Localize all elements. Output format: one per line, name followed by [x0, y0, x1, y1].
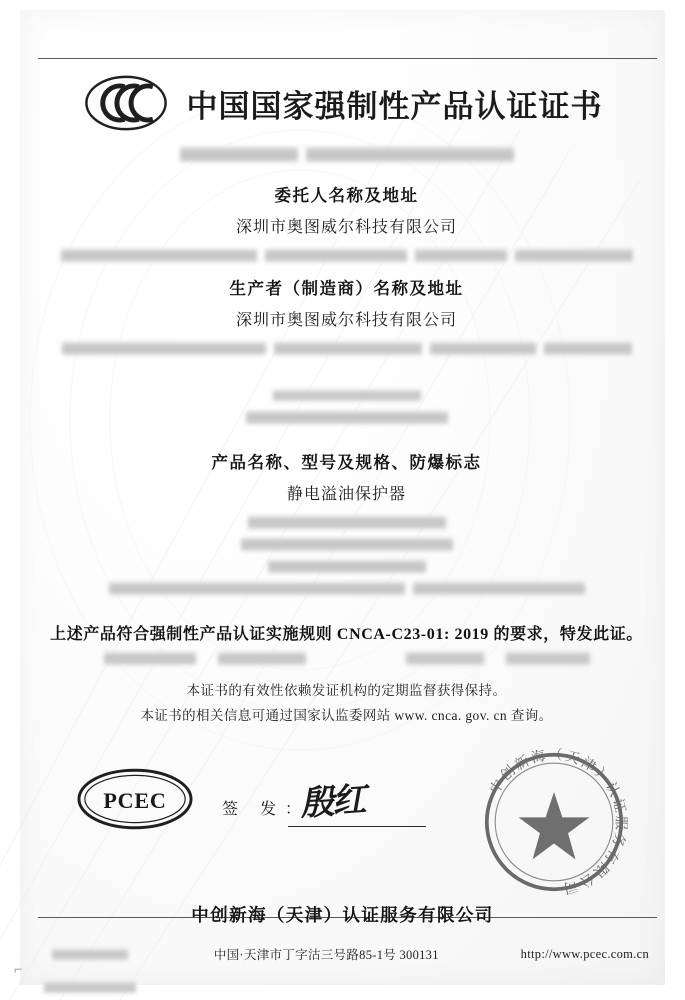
certificate-header: [0, 74, 685, 132]
redaction-bar: [430, 342, 536, 355]
sign-label: 签 发：: [222, 801, 311, 818]
redaction-bar: [44, 982, 136, 993]
product-detail-redacted-3: [48, 559, 645, 574]
redaction-bar: [273, 390, 421, 401]
issue-dates-redacted: [48, 651, 645, 666]
manufacturer-label: 生产者（制造商）名称及地址: [229, 278, 464, 298]
redaction-bar: [415, 249, 507, 262]
applicant-label: 委托人名称及地址: [274, 186, 419, 205]
redaction-bar: [62, 342, 266, 355]
redaction-bar: [306, 147, 514, 162]
svg-text:中创新海（天津）认证服务有限公司: 中创新海（天津）认证服务有限公司: [487, 748, 628, 896]
redaction-bar: [104, 652, 196, 665]
certificate-body: [48, 140, 645, 729]
conformity-statement: 上述产品符合强制性产品认证实施规则 CNCA-C23-01: 2019 的要求，特发此证。: [50, 625, 643, 643]
redaction-bar: [506, 652, 590, 665]
redaction-bar: [265, 249, 407, 262]
footer-left-redacted: [48, 947, 132, 962]
svg-text:PCEC: PCEC: [103, 787, 167, 813]
certificate-number-redacted: [48, 147, 645, 162]
redaction-bar: [246, 411, 448, 424]
redaction-bar: [109, 582, 405, 595]
footer-address: 中国·天津市丁字沽三号路85-1号 300131: [213, 948, 439, 962]
footer-website: http://www.pcec.com.cn: [520, 946, 649, 961]
product-detail-redacted-4: [48, 581, 645, 596]
product-detail-redacted-2: [48, 537, 645, 552]
handwritten-signature: 殷红: [298, 779, 366, 825]
redaction-bar: [52, 949, 128, 960]
pcec-logo-icon: [76, 768, 194, 830]
applicant-value: 深圳市奥图威尔科技有限公司: [235, 219, 457, 237]
product-value: 静电溢油保护器: [286, 486, 406, 504]
manufacturer-value: 深圳市奥图威尔科技有限公司: [235, 312, 457, 330]
inquiry-note: 本证书的相关信息可通过国家认监委网站 www. cnca. gov. cn 查询。: [140, 707, 553, 723]
signature-area: [0, 748, 685, 896]
issuer-name: 中创新海（天津）认证服务有限公司: [191, 905, 494, 925]
redaction-bar: [515, 249, 633, 262]
certificate-footer: [48, 945, 649, 963]
extra-block-2-redacted: [48, 410, 645, 425]
validity-note: 本证书的有效性依赖发证机构的定期监督获得保持。: [186, 682, 507, 698]
applicant-address-redacted: [48, 248, 645, 263]
page-title: 中国国家强制性产品认证证书: [186, 88, 603, 124]
redaction-bar: [180, 147, 298, 162]
redaction-bar: [406, 652, 484, 665]
product-detail-redacted-1: [48, 515, 645, 530]
redaction-bar: [544, 342, 632, 355]
product-label: 产品名称、型号及规格、防爆标志: [211, 452, 482, 472]
redaction-bar: [268, 560, 426, 573]
ccc-logo-icon: [83, 74, 169, 132]
signature-line: [288, 826, 426, 827]
header-rule: [38, 58, 657, 59]
bottom-redaction: [40, 978, 132, 990]
scan-corner-mark: ⌐: [14, 962, 23, 978]
redaction-bar: [241, 538, 453, 551]
redaction-bar: [413, 582, 585, 595]
redaction-bar: [218, 652, 306, 665]
redaction-bar: [274, 342, 422, 355]
redaction-bar: [61, 249, 257, 262]
manufacturer-address-redacted: [48, 341, 645, 356]
official-seal: [470, 738, 638, 906]
redaction-bar: [248, 516, 446, 529]
extra-block-1-redacted: [48, 388, 645, 403]
